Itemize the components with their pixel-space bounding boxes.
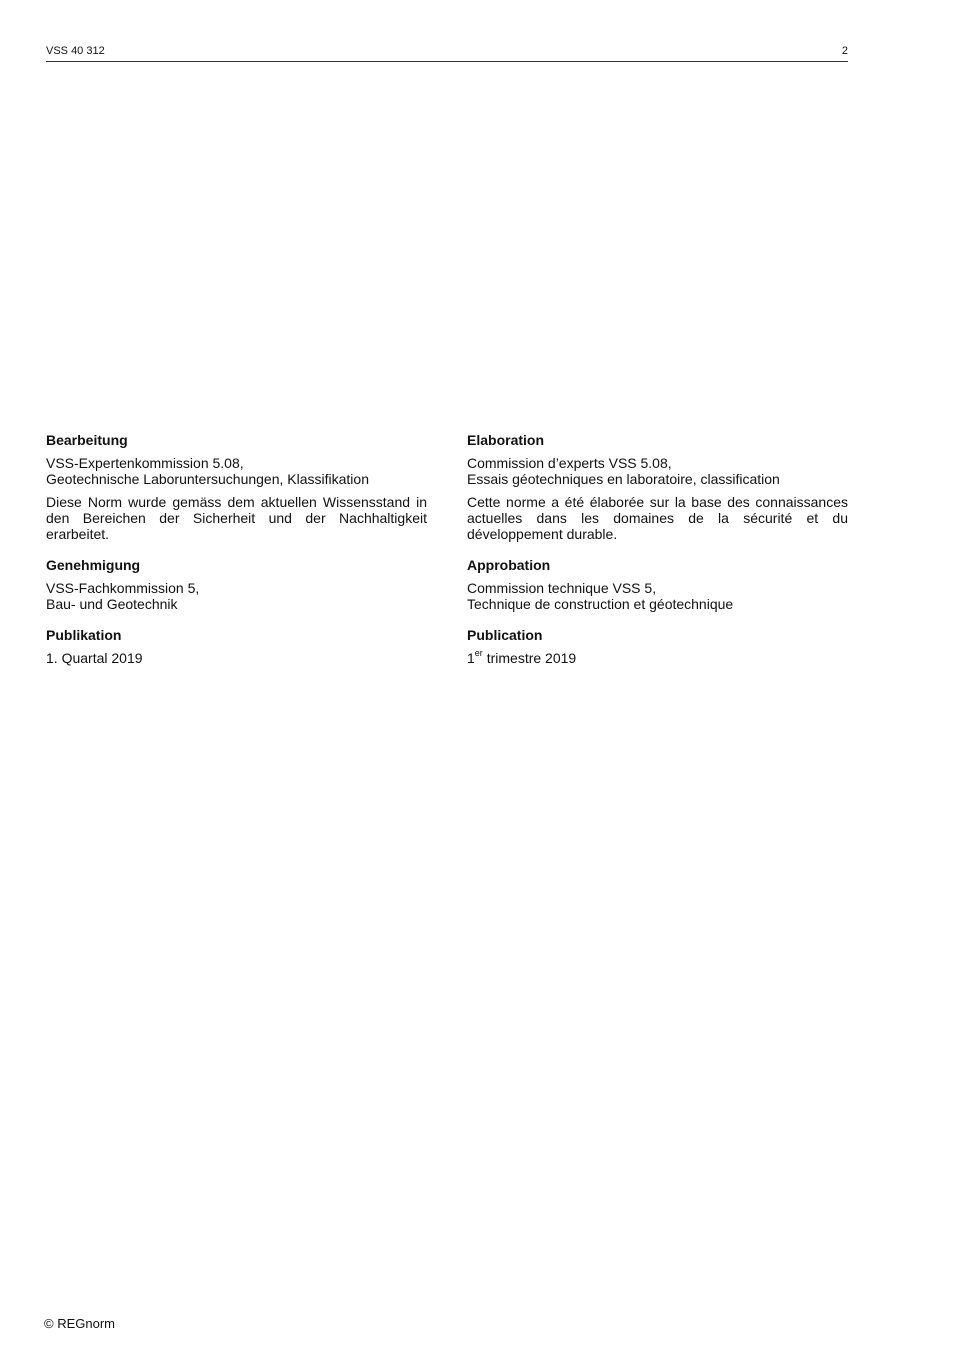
document-id: VSS 40 312 — [46, 45, 105, 57]
approbation-heading: Approbation — [467, 557, 551, 573]
elaboration-commission-topic: Essais géotechniques en laboratoire, classification — [467, 471, 780, 487]
approbation-commission-name: Commission technique VSS 5, — [467, 580, 657, 596]
publication-section — [467, 627, 848, 666]
bearbeitung-statement: Diese Norm wurde gemäss dem aktuellen Wissensstand in den Bereichen der Sicherheit und der Nachhaltigkeit erarbeitet. — [46, 494, 427, 542]
publication-date-text: trimestre 2019 — [482, 650, 577, 666]
publication-date — [467, 650, 848, 666]
approbation-section — [467, 557, 848, 612]
publication-date-ordinal: er — [474, 648, 483, 659]
elaboration-section — [467, 432, 848, 542]
genehmigung-commission-name: VSS-Fachkommission 5, — [46, 580, 200, 596]
bearbeitung-section — [46, 432, 427, 542]
genehmigung-commission — [46, 580, 427, 612]
page-number: 2 — [841, 45, 848, 57]
approbation-commission-topic: Technique de construction et géotechnique — [467, 596, 734, 612]
bearbeitung-commission — [46, 455, 427, 487]
publication-date-number: 1 — [467, 650, 475, 666]
page-header — [46, 43, 848, 62]
elaboration-heading: Elaboration — [467, 432, 545, 448]
elaboration-commission — [467, 455, 848, 487]
publication-heading: Publication — [467, 627, 543, 643]
publikation-section — [46, 627, 427, 666]
copyright-footer: © REGnorm — [44, 1316, 115, 1331]
publikation-heading: Publikation — [46, 627, 122, 643]
approbation-commission — [467, 580, 848, 612]
bearbeitung-commission-name: VSS-Expertenkommission 5.08, — [46, 455, 244, 471]
genehmigung-section — [46, 557, 427, 612]
publikation-date: 1. Quartal 2019 — [46, 650, 143, 666]
bearbeitung-commission-topic: Geotechnische Laboruntersuchungen, Klassifikation — [46, 471, 369, 487]
bearbeitung-heading: Bearbeitung — [46, 432, 128, 448]
elaboration-commission-name: Commission d’experts VSS 5.08, — [467, 455, 672, 471]
genehmigung-commission-topic: Bau- und Geotechnik — [46, 596, 178, 612]
genehmigung-heading: Genehmigung — [46, 557, 141, 573]
french-column — [467, 432, 848, 681]
german-column — [46, 432, 427, 681]
elaboration-statement: Cette norme a été élaborée sur la base des connaissances actuelles dans les domaines de la sécurité et du développement durable. — [467, 494, 848, 542]
